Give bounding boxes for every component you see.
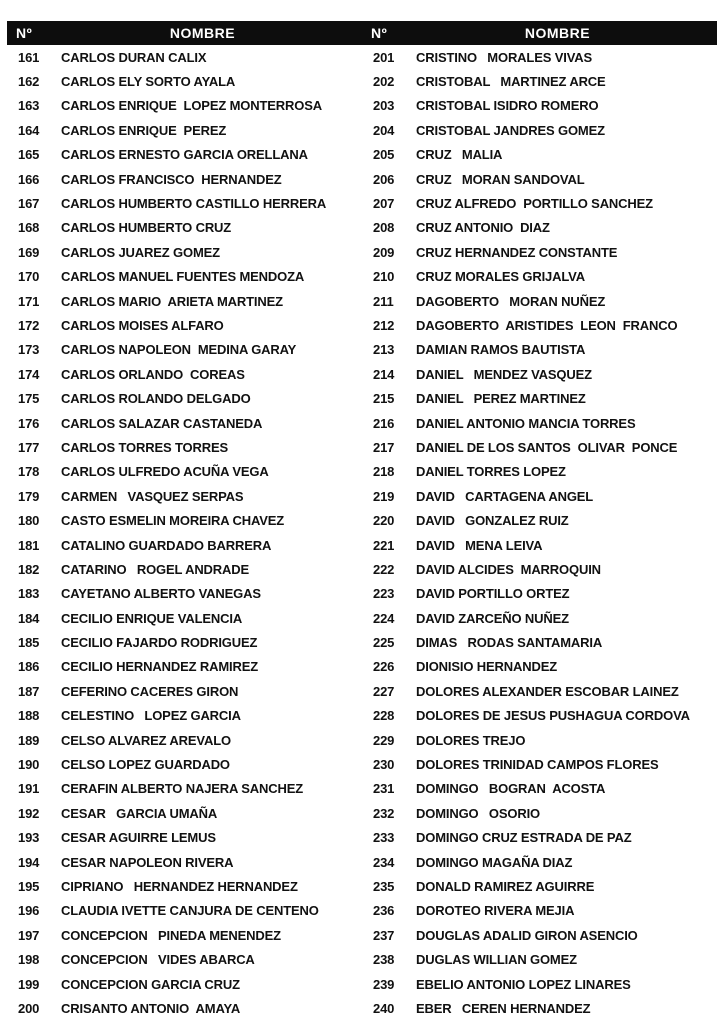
row-name: CARLOS TORRES TORRES [61, 439, 228, 455]
row-number: 219 [373, 488, 395, 504]
row-name: CARMEN VASQUEZ SERPAS [61, 488, 244, 504]
row-number: 197 [18, 927, 40, 943]
row-name: CASTO ESMELIN MOREIRA CHAVEZ [61, 513, 285, 529]
row-name: DOLORES TREJO [416, 732, 526, 748]
row-number: 195 [18, 878, 40, 894]
row-name: CARLOS NAPOLEON MEDINA GARAY [61, 342, 297, 358]
row-name: CRISTINO MORALES VIVAS [416, 49, 593, 65]
row-name: CRISANTO ANTONIO AMAYA [61, 1000, 241, 1016]
table-row [7, 752, 362, 776]
row-number: 200 [18, 1000, 40, 1016]
row-number: 238 [373, 952, 395, 968]
table-row [362, 630, 717, 654]
row-number: 190 [18, 757, 40, 773]
row-name: DOLORES ALEXANDER ESCOBAR LAINEZ [416, 683, 679, 699]
row-number: 174 [18, 366, 40, 382]
table-header-left [7, 21, 362, 45]
table-row [362, 923, 717, 947]
row-number: 201 [373, 49, 395, 65]
row-name: CARLOS JUAREZ GOMEZ [61, 244, 220, 260]
row-name: CELESTINO LOPEZ GARCIA [61, 708, 241, 724]
row-number: 204 [373, 122, 395, 138]
table-row [7, 167, 362, 191]
row-number: 231 [373, 781, 395, 797]
row-name: CARLOS MARIO ARIETA MARTINEZ [61, 293, 283, 309]
row-name: CESAR GARCIA UMAÑA [61, 805, 218, 821]
row-number: 172 [18, 317, 40, 333]
row-name: DOMINGO CRUZ ESTRADA DE PAZ [416, 830, 632, 846]
table-row [362, 606, 717, 630]
number-header: Nº [371, 25, 388, 41]
row-name: CRUZ MORAN SANDOVAL [416, 171, 585, 187]
row-number: 182 [18, 561, 40, 577]
row-name: CELSO LOPEZ GUARDADO [61, 757, 230, 773]
table-row [7, 923, 362, 947]
row-name: CECILIO ENRIQUE VALENCIA [61, 610, 243, 626]
row-number: 162 [18, 74, 40, 90]
row-name: CRISTOBAL JANDRES GOMEZ [416, 122, 605, 138]
table-row [362, 655, 717, 679]
row-number: 185 [18, 635, 40, 651]
row-name: DAVID CARTAGENA ANGEL [416, 488, 594, 504]
row-number: 181 [18, 537, 40, 553]
row-name: CRISTOBAL ISIDRO ROMERO [416, 98, 599, 114]
table-row [362, 240, 717, 264]
table-row [7, 557, 362, 581]
row-name: DAGOBERTO ARISTIDES LEON FRANCO [416, 317, 678, 333]
row-number: 217 [373, 439, 395, 455]
row-name: CARLOS MANUEL FUENTES MENDOZA [61, 269, 305, 285]
row-number: 240 [373, 1000, 395, 1016]
row-number: 203 [373, 98, 395, 114]
table-row [362, 582, 717, 606]
row-name: CESAR AGUIRRE LEMUS [61, 830, 216, 846]
row-name: CARLOS ELY SORTO AYALA [61, 74, 236, 90]
table-row [362, 704, 717, 728]
row-name: DOROTEO RIVERA MEJIA [416, 903, 575, 919]
table-row [362, 850, 717, 874]
row-name: CRUZ MALIA [416, 147, 503, 163]
row-number: 179 [18, 488, 40, 504]
table-row [7, 240, 362, 264]
table-row [362, 728, 717, 752]
table-row [362, 508, 717, 532]
row-number: 233 [373, 830, 395, 846]
row-number: 165 [18, 147, 40, 163]
row-number: 222 [373, 561, 395, 577]
row-number: 183 [18, 586, 40, 602]
table-row [7, 533, 362, 557]
table-row [7, 265, 362, 289]
row-number: 225 [373, 635, 395, 651]
row-number: 163 [18, 98, 40, 114]
row-name: CESAR NAPOLEON RIVERA [61, 854, 234, 870]
row-number: 164 [18, 122, 40, 138]
row-number: 168 [18, 220, 40, 236]
row-name: DAVID PORTILLO ORTEZ [416, 586, 570, 602]
table-row [7, 94, 362, 118]
row-name: CARLOS ERNESTO GARCIA ORELLANA [61, 147, 308, 163]
table-row [7, 972, 362, 996]
row-number: 196 [18, 903, 40, 919]
row-name: DANIEL PEREZ MARTINEZ [416, 391, 586, 407]
row-number: 234 [373, 854, 395, 870]
table-row [362, 752, 717, 776]
row-name: CONCEPCION PINEDA MENENDEZ [61, 927, 281, 943]
row-number: 178 [18, 464, 40, 480]
row-name: DIONISIO HERNANDEZ [416, 659, 558, 675]
row-name: DAVID MENA LEIVA [416, 537, 543, 553]
row-number: 191 [18, 781, 40, 797]
row-number: 177 [18, 439, 40, 455]
row-name: EBELIO ANTONIO LOPEZ LINARES [416, 976, 631, 992]
table-row [7, 850, 362, 874]
table-row [362, 118, 717, 142]
row-number: 213 [373, 342, 395, 358]
table-row [362, 191, 717, 215]
row-name: CECILIO HERNANDEZ RAMIREZ [61, 659, 259, 675]
table-row [7, 728, 362, 752]
row-name: DANIEL MENDEZ VASQUEZ [416, 366, 592, 382]
table-row [362, 45, 717, 69]
table-row [7, 143, 362, 167]
row-number: 173 [18, 342, 40, 358]
row-name: CARLOS FRANCISCO HERNANDEZ [61, 171, 282, 187]
row-name: CERAFIN ALBERTO NAJERA SANCHEZ [61, 781, 304, 797]
table-row [362, 265, 717, 289]
row-name: DAGOBERTO MORAN NUÑEZ [416, 293, 606, 309]
row-name: CARLOS ENRIQUE PEREZ [61, 122, 227, 138]
table-row [7, 508, 362, 532]
table-row [7, 996, 362, 1020]
table-row [362, 533, 717, 557]
row-name: DOLORES TRINIDAD CAMPOS FLORES [416, 757, 659, 773]
row-number: 218 [373, 464, 395, 480]
row-name: CARLOS ROLANDO DELGADO [61, 391, 251, 407]
row-number: 236 [373, 903, 395, 919]
table-row [362, 972, 717, 996]
row-number: 227 [373, 683, 395, 699]
row-name: CRUZ HERNANDEZ CONSTANTE [416, 244, 618, 260]
row-name: CARLOS ENRIQUE LOPEZ MONTERROSA [61, 98, 322, 114]
row-number: 228 [373, 708, 395, 724]
table-row [362, 143, 717, 167]
row-name: EBER CEREN HERNANDEZ [416, 1000, 591, 1016]
row-number: 220 [373, 513, 395, 529]
row-name: CARLOS ORLANDO COREAS [61, 366, 245, 382]
row-number: 194 [18, 854, 40, 870]
name-header: NOMBRE [524, 25, 591, 41]
row-name: CAYETANO ALBERTO VANEGAS [61, 586, 261, 602]
row-name: CARLOS HUMBERTO CRUZ [61, 220, 232, 236]
table-row [362, 826, 717, 850]
table-row [7, 191, 362, 215]
table-row [7, 826, 362, 850]
row-number: 210 [373, 269, 395, 285]
row-number: 175 [18, 391, 40, 407]
table-row [7, 216, 362, 240]
row-number: 187 [18, 683, 40, 699]
table-row [362, 362, 717, 386]
row-name: DAVID ALCIDES MARROQUIN [416, 561, 601, 577]
row-number: 232 [373, 805, 395, 821]
table-row [362, 69, 717, 93]
row-name: CELSO ALVAREZ AREVALO [61, 732, 231, 748]
row-number: 189 [18, 732, 40, 748]
row-number: 199 [18, 976, 40, 992]
row-number: 235 [373, 878, 395, 894]
row-name: DANIEL DE LOS SANTOS OLIVAR PONCE [416, 439, 678, 455]
name-header: NOMBRE [169, 25, 236, 41]
row-name: CLAUDIA IVETTE CANJURA DE CENTENO [61, 903, 319, 919]
table-row [7, 704, 362, 728]
row-name: CEFERINO CACERES GIRON [61, 683, 239, 699]
name-list-sheet [7, 21, 717, 1021]
row-name: CECILIO FAJARDO RODRIGUEZ [61, 635, 258, 651]
row-name: DOMINGO BOGRAN ACOSTA [416, 781, 606, 797]
row-name: DANIEL TORRES LOPEZ [416, 464, 566, 480]
row-number: 180 [18, 513, 40, 529]
table-row [362, 484, 717, 508]
row-name: DOLORES DE JESUS PUSHAGUA CORDOVA [416, 708, 690, 724]
table-row [362, 411, 717, 435]
left-column [7, 21, 362, 1021]
table-row [362, 899, 717, 923]
row-number: 223 [373, 586, 395, 602]
row-name: CATALINO GUARDADO BARRERA [61, 537, 272, 553]
table-row [7, 362, 362, 386]
row-name: CRUZ ANTONIO DIAZ [416, 220, 550, 236]
table-row [7, 289, 362, 313]
row-number: 171 [18, 293, 40, 309]
row-number: 214 [373, 366, 395, 382]
table-row [7, 947, 362, 971]
row-number: 212 [373, 317, 395, 333]
table-row [362, 94, 717, 118]
row-name: CARLOS SALAZAR CASTANEDA [61, 415, 263, 431]
row-name: DONALD RAMIREZ AGUIRRE [416, 878, 595, 894]
row-number: 176 [18, 415, 40, 431]
row-name: DOMINGO MAGAÑA DIAZ [416, 854, 573, 870]
table-row [362, 679, 717, 703]
row-number: 184 [18, 610, 40, 626]
table-row [7, 777, 362, 801]
row-number: 224 [373, 610, 395, 626]
row-name: CARLOS DURAN CALIX [61, 49, 207, 65]
row-number: 205 [373, 147, 395, 163]
row-name: CIPRIANO HERNANDEZ HERNANDEZ [61, 878, 298, 894]
row-number: 167 [18, 196, 40, 212]
table-row [7, 313, 362, 337]
row-name: DAMIAN RAMOS BAUTISTA [416, 342, 586, 358]
row-name: CRUZ MORALES GRIJALVA [416, 269, 585, 285]
row-number: 211 [373, 293, 394, 309]
table-row [7, 45, 362, 69]
table-row [362, 386, 717, 410]
table-row [362, 557, 717, 581]
row-number: 188 [18, 708, 40, 724]
row-number: 239 [373, 976, 395, 992]
row-number: 166 [18, 171, 40, 187]
row-name: CONCEPCION GARCIA CRUZ [61, 976, 240, 992]
table-row [7, 679, 362, 703]
row-number: 230 [373, 757, 395, 773]
row-number: 237 [373, 927, 395, 943]
row-name: CRISTOBAL MARTINEZ ARCE [416, 74, 606, 90]
table-row [7, 386, 362, 410]
table-row [362, 216, 717, 240]
row-number: 208 [373, 220, 395, 236]
row-number: 169 [18, 244, 40, 260]
table-row [7, 69, 362, 93]
table-row [362, 313, 717, 337]
row-name: DAVID GONZALEZ RUIZ [416, 513, 569, 529]
table-row [7, 460, 362, 484]
row-number: 193 [18, 830, 40, 846]
table-row [362, 996, 717, 1020]
table-row [362, 777, 717, 801]
left-rows [7, 45, 362, 1021]
row-number: 192 [18, 805, 40, 821]
table-row [362, 435, 717, 459]
right-rows [362, 45, 717, 1021]
row-name: CARLOS ULFREDO ACUÑA VEGA [61, 464, 269, 480]
row-name: DUGLAS WILLIAN GOMEZ [416, 952, 577, 968]
row-name: DANIEL ANTONIO MANCIA TORRES [416, 415, 636, 431]
table-row [7, 630, 362, 654]
row-number: 207 [373, 196, 395, 212]
table-row [7, 484, 362, 508]
table-row [7, 582, 362, 606]
row-number: 161 [18, 49, 40, 65]
table-row [7, 606, 362, 630]
table-row [7, 411, 362, 435]
row-number: 202 [373, 74, 395, 90]
table-row [7, 801, 362, 825]
right-column [362, 21, 717, 1021]
row-number: 206 [373, 171, 395, 187]
row-name: CARLOS HUMBERTO CASTILLO HERRERA [61, 196, 327, 212]
row-number: 215 [373, 391, 395, 407]
row-name: DIMAS RODAS SANTAMARIA [416, 635, 603, 651]
table-row [7, 118, 362, 142]
row-name: DAVID ZARCEÑO NUÑEZ [416, 610, 569, 626]
table-row [362, 167, 717, 191]
row-number: 226 [373, 659, 395, 675]
row-number: 209 [373, 244, 395, 260]
row-name: DOMINGO OSORIO [416, 805, 540, 821]
number-header: Nº [16, 25, 33, 41]
table-row [7, 899, 362, 923]
table-header-right [362, 21, 717, 45]
row-number: 198 [18, 952, 40, 968]
table-row [7, 338, 362, 362]
table-row [7, 435, 362, 459]
table-row [362, 289, 717, 313]
table-row [362, 874, 717, 898]
table-row [7, 655, 362, 679]
row-number: 170 [18, 269, 40, 285]
row-number: 186 [18, 659, 40, 675]
row-number: 221 [373, 537, 395, 553]
table-row [362, 801, 717, 825]
table-row [362, 947, 717, 971]
table-row [362, 338, 717, 362]
table-row [7, 874, 362, 898]
row-name: CARLOS MOISES ALFARO [61, 317, 224, 333]
row-number: 216 [373, 415, 395, 431]
row-number: 229 [373, 732, 395, 748]
row-name: CATARINO ROGEL ANDRADE [61, 561, 250, 577]
row-name: CONCEPCION VIDES ABARCA [61, 952, 255, 968]
table-row [362, 460, 717, 484]
row-name: CRUZ ALFREDO PORTILLO SANCHEZ [416, 196, 653, 212]
row-name: DOUGLAS ADALID GIRON ASENCIO [416, 927, 638, 943]
